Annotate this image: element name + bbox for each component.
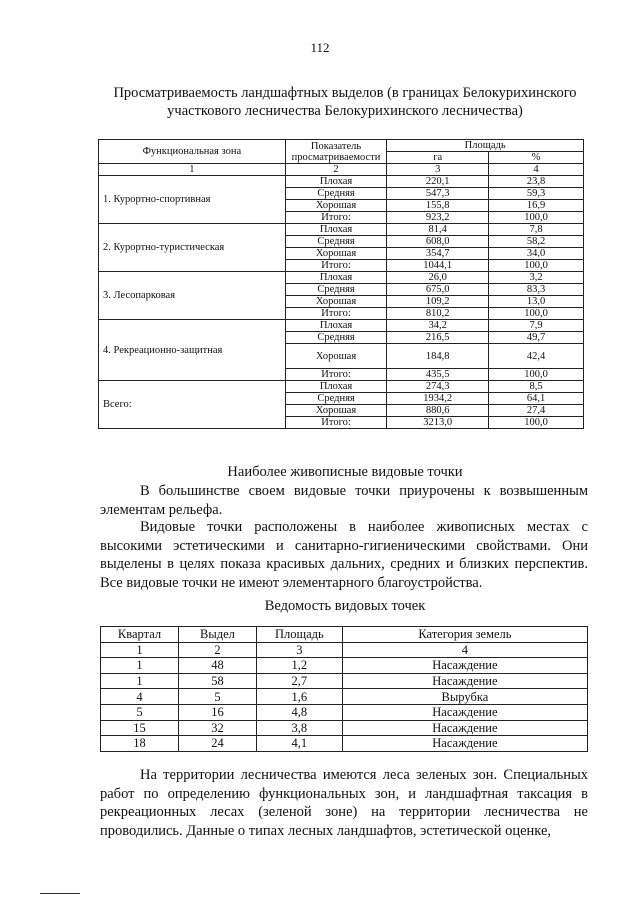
- category-cell: Насаждение: [342, 673, 587, 689]
- header-zone: Функциональная зона: [99, 140, 286, 164]
- area-cell: 2,7: [256, 673, 342, 689]
- category-cell: Насаждение: [342, 720, 587, 736]
- header-vydel: Выдел: [179, 627, 257, 643]
- table-row: [101, 673, 588, 689]
- area-ha-cell: 810,2: [387, 308, 489, 320]
- area-ha-cell: 26,0: [387, 272, 489, 284]
- area-ha-cell: 184,8: [387, 344, 489, 369]
- table-row: [101, 689, 588, 705]
- area-ha-cell: 155,8: [387, 200, 489, 212]
- header-area: Площадь: [387, 140, 584, 152]
- area-pct-cell: 58,2: [489, 236, 584, 248]
- area-pct-cell: 42,4: [489, 344, 584, 369]
- category-cell: Насаждение: [342, 704, 587, 720]
- paragraph: Видовые точки расположены в наиболее живописных местах с высокими эстетическими и санитарно-гигиеническими свойствами. Они выделены в целях показа красивых дальних, средних и близких перспектив. Все видовые точки не имеют элементарного благоустройства.: [100, 519, 588, 591]
- area-pct-cell: 8,5: [489, 381, 584, 393]
- category-cell: Насаждение: [342, 736, 587, 752]
- indicator-cell: Хорошая: [285, 344, 387, 369]
- footnote-line: [40, 893, 80, 894]
- indicator-cell: Хорошая: [285, 296, 387, 308]
- table-row: [99, 381, 584, 393]
- zone-name: 2. Курортно-туристическая: [99, 224, 286, 272]
- vydel-cell: 58: [179, 673, 257, 689]
- indicator-cell: Плохая: [285, 176, 387, 188]
- kvartal-cell: 18: [101, 736, 179, 752]
- area-pct-cell: 7,9: [489, 320, 584, 332]
- header-pct: %: [489, 152, 584, 164]
- table-row: [99, 272, 584, 284]
- area-pct-cell: 16,9: [489, 200, 584, 212]
- vydel-cell: 48: [179, 658, 257, 674]
- header-category: Категория земель: [342, 627, 587, 643]
- indicator-cell: Хорошая: [285, 200, 387, 212]
- area-ha-cell: 547,3: [387, 188, 489, 200]
- kvartal-cell: 1: [101, 673, 179, 689]
- indicator-cell: Итого:: [285, 308, 387, 320]
- page-number: 112: [310, 40, 330, 55]
- zone-name: 1. Курортно-спортивная: [99, 176, 286, 224]
- vydel-cell: 5: [179, 689, 257, 705]
- col-number: 1: [99, 164, 286, 176]
- area-ha-cell: 216,5: [387, 332, 489, 344]
- indicator-cell: Итого:: [285, 260, 387, 272]
- indicator-cell: Средняя: [285, 236, 387, 248]
- col-number: 1: [101, 642, 179, 658]
- paragraph: На территории лесничества имеются леса зеленых зон. Специальных работ по определению функциональных зон, и ландшафтная таксация в рекреационных лесах (зеленой зоне) на территории лесничества не проводились. Данные о типах лесных ландшафтов, эстетической оценке,: [100, 767, 588, 839]
- zone-name: Всего:: [99, 381, 286, 429]
- table-row: [101, 720, 588, 736]
- indicator-cell: Средняя: [285, 332, 387, 344]
- indicator-cell: Средняя: [285, 393, 387, 405]
- area-ha-cell: 608,0: [387, 236, 489, 248]
- area-cell: 1,2: [256, 658, 342, 674]
- kvartal-cell: 15: [101, 720, 179, 736]
- vydel-cell: 24: [179, 736, 257, 752]
- area-pct-cell: 23,8: [489, 176, 584, 188]
- table-row: [101, 704, 588, 720]
- area-cell: 4,1: [256, 736, 342, 752]
- area-cell: 4,8: [256, 704, 342, 720]
- zone-name: 4. Рекреационно-защитная: [99, 320, 286, 381]
- indicator-cell: Хорошая: [285, 405, 387, 417]
- col-number: 2: [179, 642, 257, 658]
- area-pct-cell: 34,0: [489, 248, 584, 260]
- area-pct-cell: 7,8: [489, 224, 584, 236]
- area-pct-cell: 59,3: [489, 188, 584, 200]
- area-ha-cell: 220,1: [387, 176, 489, 188]
- col-number: 3: [256, 642, 342, 658]
- indicator-cell: Итого:: [285, 417, 387, 429]
- col-number: 3: [387, 164, 489, 176]
- indicator-cell: Средняя: [285, 188, 387, 200]
- area-ha-cell: 435,5: [387, 369, 489, 381]
- header-area: Площадь: [256, 627, 342, 643]
- area-ha-cell: 1044,1: [387, 260, 489, 272]
- header-kvartal: Квартал: [101, 627, 179, 643]
- area-pct-cell: 83,3: [489, 284, 584, 296]
- col-number: 2: [285, 164, 387, 176]
- col-number: 4: [342, 642, 587, 658]
- section-heading: Наиболее живописные видовые точки: [227, 464, 463, 480]
- area-cell: 3,8: [256, 720, 342, 736]
- header-indicator: Показатель просматриваемости: [285, 140, 387, 164]
- area-pct-cell: 13,0: [489, 296, 584, 308]
- area-ha-cell: 274,3: [387, 381, 489, 393]
- area-pct-cell: 27,4: [489, 405, 584, 417]
- area-pct-cell: 100,0: [489, 369, 584, 381]
- indicator-cell: Плохая: [285, 381, 387, 393]
- area-pct-cell: 49,7: [489, 332, 584, 344]
- area-pct-cell: 100,0: [489, 417, 584, 429]
- area-ha-cell: 923,2: [387, 212, 489, 224]
- table2-title: Ведомость видовых точек: [264, 598, 426, 614]
- table-row: [99, 176, 584, 188]
- area-pct-cell: 64,1: [489, 393, 584, 405]
- kvartal-cell: 1: [101, 658, 179, 674]
- indicator-cell: Итого:: [285, 212, 387, 224]
- indicator-cell: Плохая: [285, 272, 387, 284]
- area-ha-cell: 675,0: [387, 284, 489, 296]
- area-ha-cell: 34,2: [387, 320, 489, 332]
- paragraph: В большинстве своем видовые точки приурочены к возвышенным элементам рельефа.: [100, 483, 588, 518]
- table-row: [101, 658, 588, 674]
- area-ha-cell: 109,2: [387, 296, 489, 308]
- table-row: [99, 320, 584, 332]
- indicator-cell: Плохая: [285, 320, 387, 332]
- viewpoints-table: [100, 626, 588, 752]
- area-pct-cell: 3,2: [489, 272, 584, 284]
- area-pct-cell: 100,0: [489, 260, 584, 272]
- header-ha: га: [387, 152, 489, 164]
- kvartal-cell: 5: [101, 704, 179, 720]
- area-ha-cell: 81,4: [387, 224, 489, 236]
- indicator-cell: Плохая: [285, 224, 387, 236]
- table1-title: Просматриваемость ландшафтных выделов (в границах Белокурихинского участкового лесничества Белокурихинского лесничества): [113, 85, 577, 119]
- indicator-cell: Средняя: [285, 284, 387, 296]
- zone-name: 3. Лесопарковая: [99, 272, 286, 320]
- table-row: [99, 224, 584, 236]
- indicator-cell: Хорошая: [285, 248, 387, 260]
- vydel-cell: 16: [179, 704, 257, 720]
- area-pct-cell: 100,0: [489, 212, 584, 224]
- vydel-cell: 32: [179, 720, 257, 736]
- area-ha-cell: 880,6: [387, 405, 489, 417]
- col-number: 4: [489, 164, 584, 176]
- area-ha-cell: 1934,2: [387, 393, 489, 405]
- area-ha-cell: 3213,0: [387, 417, 489, 429]
- kvartal-cell: 4: [101, 689, 179, 705]
- category-cell: Насаждение: [342, 658, 587, 674]
- area-cell: 1,6: [256, 689, 342, 705]
- table-row: [101, 736, 588, 752]
- area-ha-cell: 354,7: [387, 248, 489, 260]
- area-pct-cell: 100,0: [489, 308, 584, 320]
- indicator-cell: Итого:: [285, 369, 387, 381]
- category-cell: Вырубка: [342, 689, 587, 705]
- visibility-table: [98, 139, 584, 429]
